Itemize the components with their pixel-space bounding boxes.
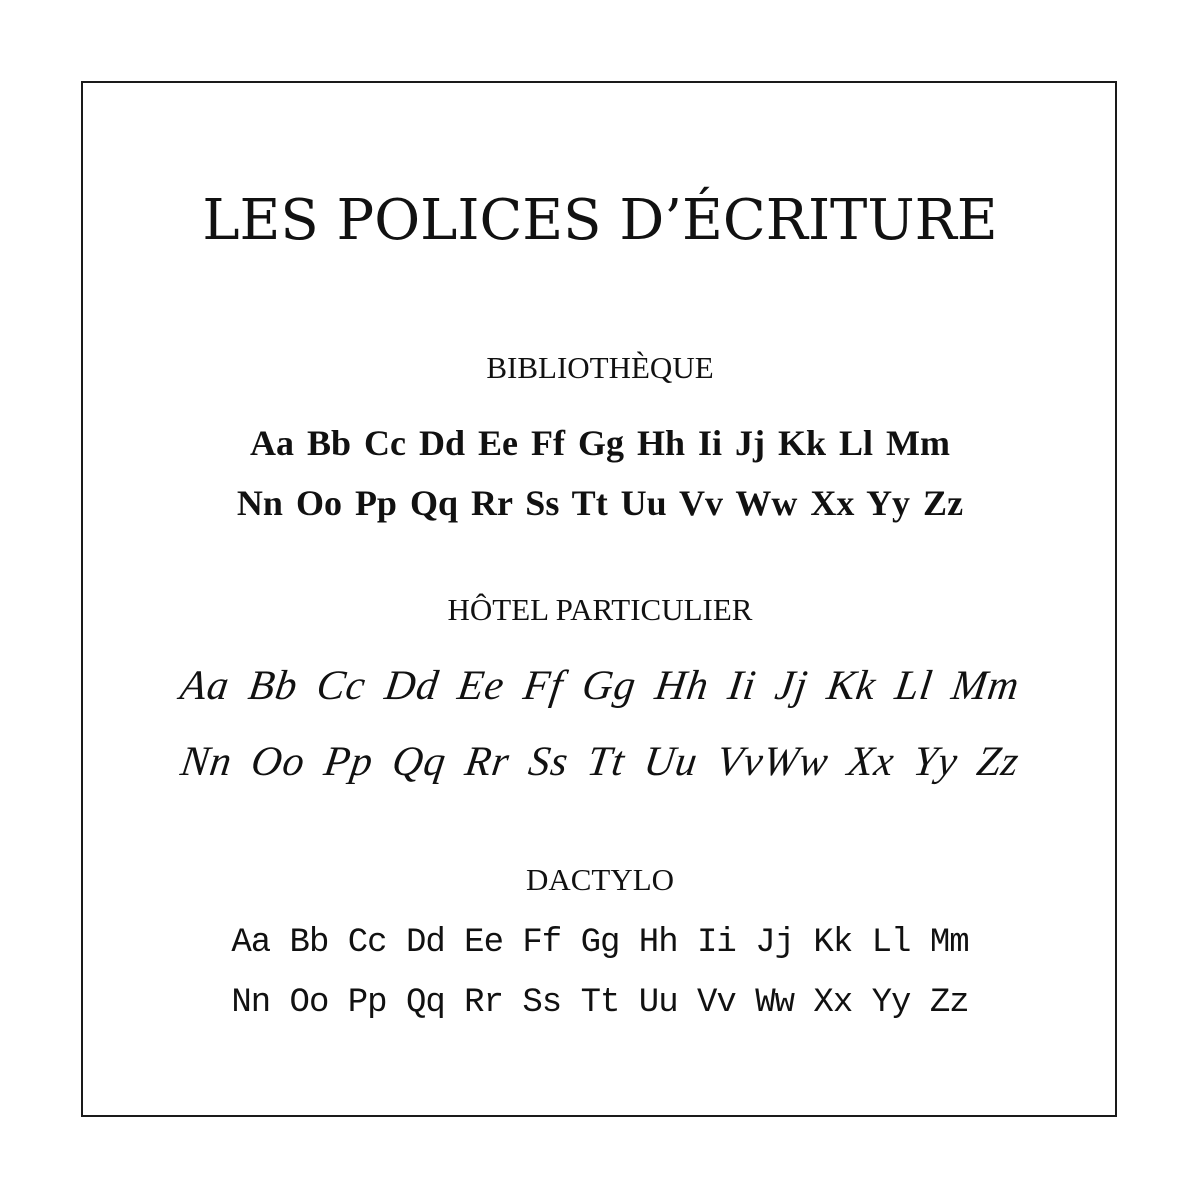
alphabet-line-dactylo-1: Aa Bb Cc Dd Ee Ff Gg Hh Ii Jj Kk Ll Mm (231, 924, 969, 962)
alphabet-line-bibliotheque-2: Nn Oo Pp Qq Rr Ss Tt Uu Vv Ww Xx Yy Zz (236, 483, 964, 523)
section-heading-hotel-particulier: HÔTEL PARTICULIER (447, 592, 753, 627)
alphabet-line-hotel-particulier-2: Nn Oo Pp Qq Rr Ss Tt Uu VvWw Xx Yy Zz (177, 739, 1023, 785)
alphabet-line-bibliotheque-1: Aa Bb Cc Dd Ee Ff Gg Hh Ii Jj Kk Ll Mm (249, 423, 951, 463)
alphabet-line-hotel-particulier-1: Aa Bb Cc Dd Ee Ff Gg Hh Ii Jj Kk Ll Mm (177, 663, 1023, 709)
section-heading-bibliotheque: BIBLIOTHÈQUE (486, 350, 714, 385)
section-heading-dactylo: DACTYLO (525, 862, 675, 897)
alphabet-line-dactylo-2: Nn Oo Pp Qq Rr Ss Tt Uu Vv Ww Xx Yy Zz (231, 984, 969, 1022)
page-title: LES POLICES D’ÉCRITURE (202, 188, 998, 253)
